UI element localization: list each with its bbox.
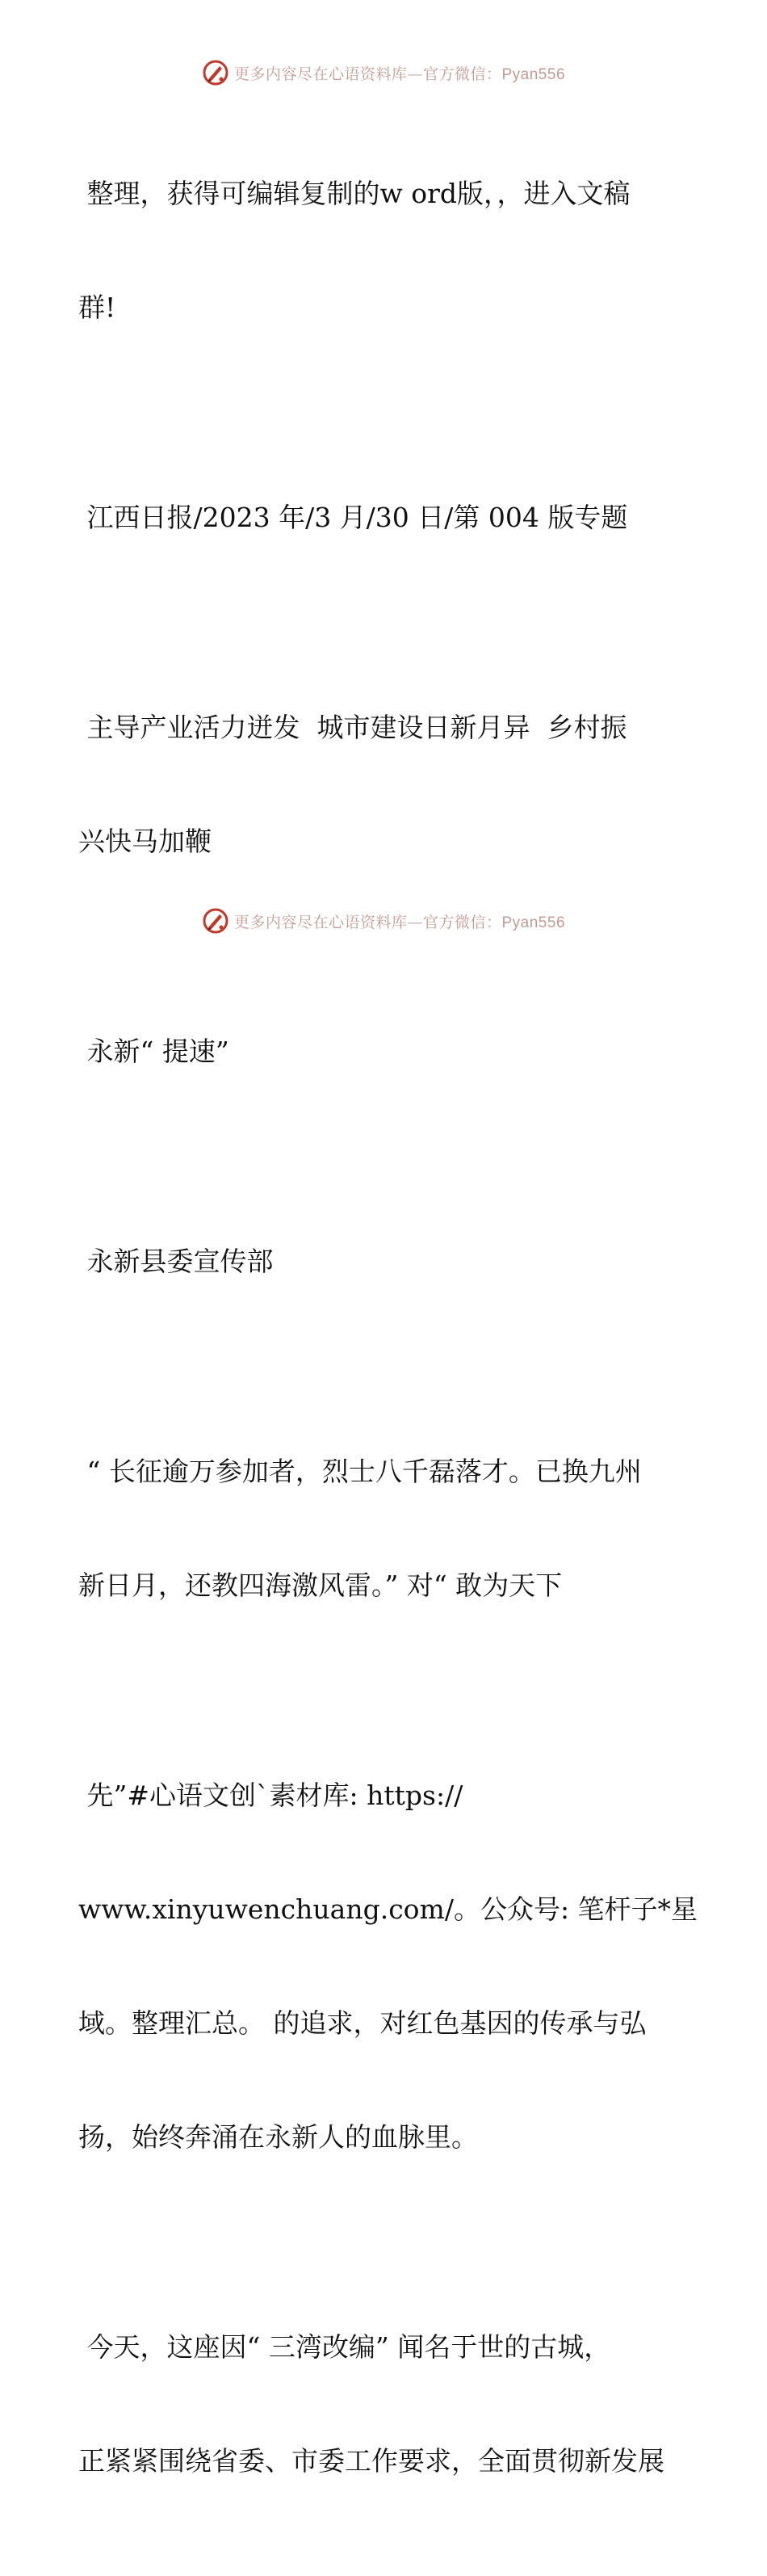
pen-seal-icon [202, 907, 229, 935]
text-line: 先”#心语文创`素材库: https:// [78, 1780, 463, 1811]
header-banner-text [234, 62, 565, 84]
banner-wechat-text: 官方微信：Pyan556 [423, 65, 566, 83]
text-line: 整理，获得可编辑复制的w ord版，，进入文稿 [78, 178, 631, 209]
banner-main-text: 更多内容尽在心语资料库 [233, 65, 408, 83]
paragraph [78, 422, 692, 612]
footer-banner [0, 905, 767, 937]
paragraph [78, 2252, 692, 2556]
paragraph [78, 632, 692, 936]
paragraph [78, 1376, 692, 1680]
banner-separator: — [407, 65, 423, 83]
paragraph [78, 956, 692, 1146]
document-body [78, 99, 698, 2576]
text-line: 主导产业活力迸发 城市建设日新月异 乡村振 [78, 712, 627, 743]
header-banner-content [202, 59, 565, 86]
text-line: 扬，始终奔涌在永新人的血脉里。 [78, 2121, 478, 2153]
text-line: 新日月，还教四海激风雷。” 对“ 敢为天下 [78, 1570, 563, 1601]
paragraph [78, 1166, 692, 1356]
header-banner [0, 57, 767, 89]
paragraph [78, 99, 692, 402]
text-line: “ 长征逾万参加者，烈士八千磊落才。已换九州 [78, 1456, 642, 1487]
text-line: 正紧紧围绕省委、市委工作要求，全面贯彻新发展 [78, 2445, 664, 2477]
banner-separator: — [407, 913, 423, 931]
text-line: www.xinyuwenchuang.com/。公众号: 笔杆子*星 [78, 1893, 698, 1925]
paragraph [78, 1700, 698, 2232]
text-line: 群! [78, 292, 116, 323]
footer-banner-text [234, 910, 565, 932]
pen-seal-icon [202, 59, 229, 86]
text-line: 域。整理汇总。 的追求，对红色基因的传承与弘 [78, 2007, 647, 2039]
footer-banner-content [202, 907, 565, 935]
banner-wechat-text: 官方微信：Pyan556 [423, 914, 566, 931]
text-line: 今天，这座因“ 三湾改编” 闻名于世的古城， [78, 2331, 611, 2363]
banner-main-text: 更多内容尽在心语资料库 [233, 913, 408, 931]
text-line: 永新“ 提速” [78, 1036, 229, 1067]
text-line: 永新县委宣传部 [78, 1246, 274, 1277]
text-line: 江西日报/2023 年/3 月/30 日/第 004 版专题 [78, 502, 628, 533]
text-line: 兴快马加鞭 [78, 826, 212, 857]
